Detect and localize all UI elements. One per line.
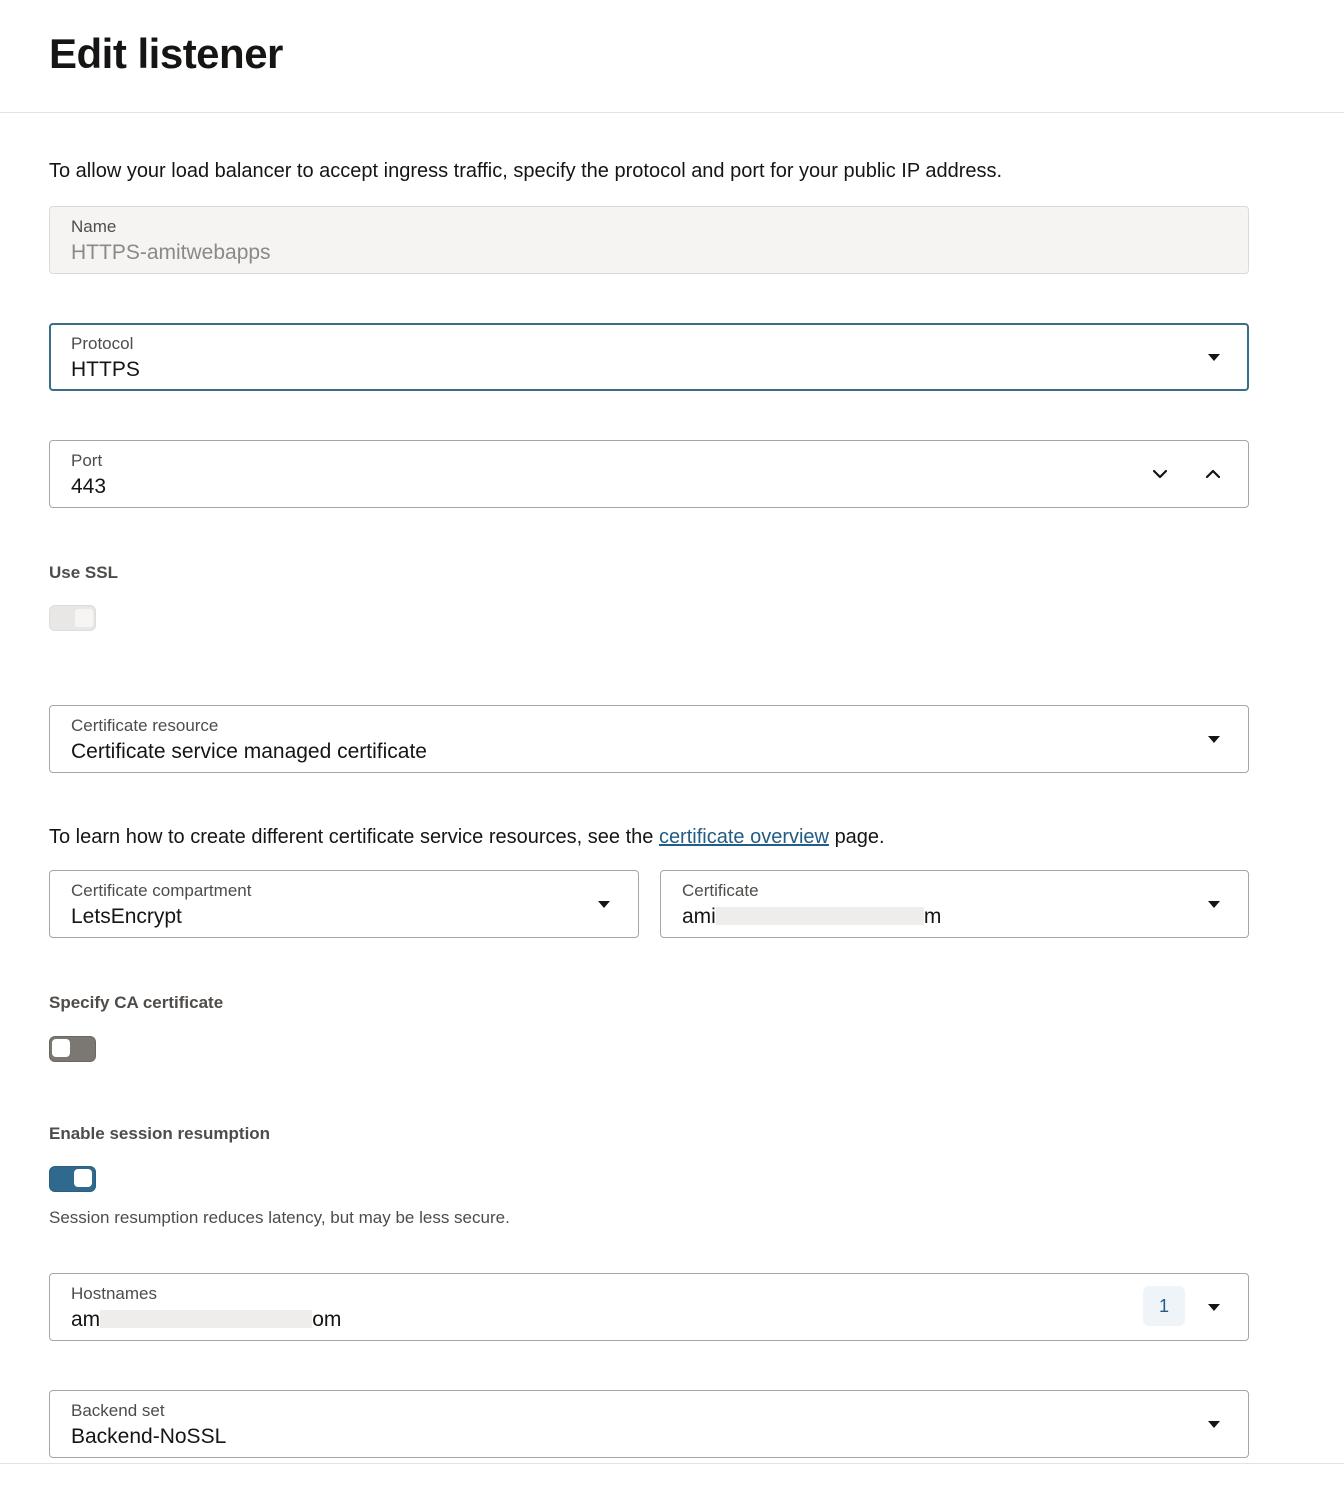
certificate-value-end: m <box>923 905 942 928</box>
certificate-compartment-value: LetsEncrypt <box>71 905 182 928</box>
port-value: 443 <box>71 475 107 498</box>
session-resumption-label: Enable session resumption <box>49 1124 271 1143</box>
hostnames-select[interactable] <box>49 1273 1249 1341</box>
caret-down-icon[interactable] <box>598 901 610 908</box>
use-ssl-label: Use SSL <box>49 563 118 582</box>
hostnames-value-start: am <box>71 1308 101 1331</box>
toggle-knob <box>52 1039 70 1057</box>
caret-down-icon[interactable] <box>1208 354 1220 361</box>
hostnames-label: Hostnames <box>71 1284 157 1303</box>
port-label: Port <box>71 451 103 470</box>
certificate-compartment-select[interactable] <box>49 870 639 938</box>
panel-header <box>0 0 1344 113</box>
caret-down-icon[interactable] <box>1208 901 1220 908</box>
session-resumption-toggle[interactable] <box>49 1166 96 1192</box>
ca-certificate-label: Specify CA certificate <box>49 993 224 1012</box>
toggle-knob <box>74 608 94 628</box>
protocol-value: HTTPS <box>71 358 140 381</box>
certificate-value <box>682 905 941 929</box>
ca-certificate-toggle[interactable] <box>49 1036 96 1062</box>
certificate-label: Certificate <box>682 881 759 900</box>
backend-set-select[interactable] <box>49 1390 1249 1458</box>
caret-down-icon[interactable] <box>1208 1304 1220 1311</box>
protocol-select[interactable] <box>49 323 1249 391</box>
name-field <box>49 206 1249 274</box>
redacted-area <box>716 907 924 925</box>
port-stepper[interactable] <box>49 440 1249 508</box>
hostnames-value <box>71 1308 341 1332</box>
caret-down-icon[interactable] <box>1208 1421 1220 1428</box>
certificate-compartment-label: Certificate compartment <box>71 881 252 900</box>
page-title: Edit listener <box>49 30 283 77</box>
chevron-down-icon[interactable] <box>1150 465 1170 483</box>
certificate-select[interactable] <box>660 870 1249 938</box>
intro-text: To allow your load balancer to accept ingress traffic, specify the protocol and port for your public IP address. <box>49 160 1003 182</box>
backend-set-label: Backend set <box>71 1401 165 1420</box>
certificate-resource-value: Certificate service managed certificate <box>71 740 427 763</box>
hostnames-count-badge: 1 <box>1143 1286 1185 1326</box>
use-ssl-toggle <box>49 605 96 631</box>
toggle-knob <box>74 1169 92 1187</box>
certificate-info-prefix: To learn how to create different certificate service resources, see the <box>49 826 654 848</box>
certificate-info-text <box>49 826 885 849</box>
backend-set-value: Backend-NoSSL <box>71 1425 227 1448</box>
redacted-area <box>100 1310 312 1328</box>
chevron-up-icon[interactable] <box>1203 465 1223 483</box>
protocol-label: Protocol <box>71 334 134 353</box>
hostnames-value-end: om <box>312 1308 342 1331</box>
session-resumption-help: Session resumption reduces latency, but may be less secure. <box>49 1208 510 1227</box>
name-value: HTTPS-amitwebapps <box>71 241 271 264</box>
footer-divider <box>0 1463 1344 1464</box>
certificate-resource-select[interactable] <box>49 705 1249 773</box>
certificate-value-start: ami <box>682 905 716 928</box>
certificate-info-suffix: page. <box>834 826 885 848</box>
caret-down-icon[interactable] <box>1208 736 1220 743</box>
certificate-overview-link[interactable]: certificate overview <box>658 826 829 848</box>
certificate-resource-label: Certificate resource <box>71 716 219 735</box>
name-label: Name <box>71 217 117 236</box>
